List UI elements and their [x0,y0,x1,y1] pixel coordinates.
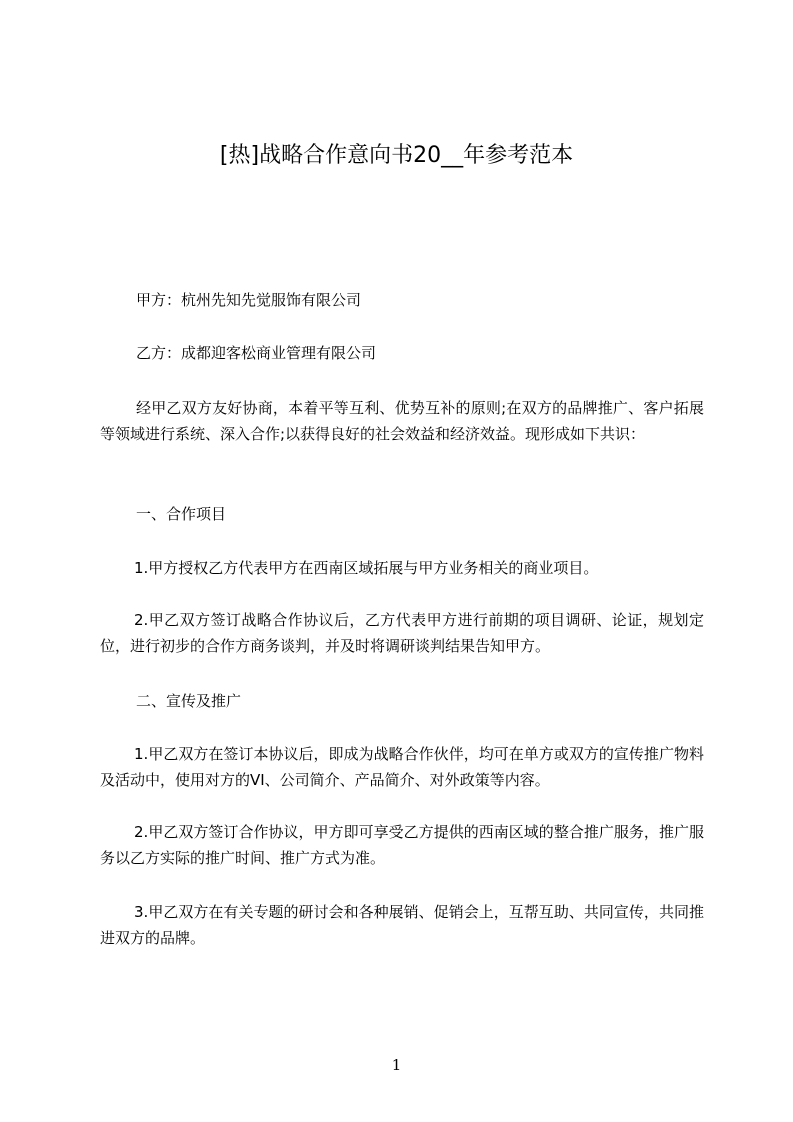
promotion-item-3: 3.甲乙双方在有关专题的研讨会和各种展销、促销会上，互帮互助、共同宣传，共同推进双方的品牌。 [100,903,704,947]
document-title: [热]战略合作意向书20__年参考范本 [219,143,574,168]
promotion-item-1: 1.甲乙双方在签订本协议后，即成为战略合作伙伴，均可在单方或双方的宣传推广物料及活动中，使用对方的VI、公司简介、产品简介、对外政策等内容。 [100,745,704,789]
page-number: 1 [391,1056,402,1074]
party-b-line: 乙方：成都迎客松商业管理有限公司 [136,344,377,362]
section-heading-cooperation: 一、合作项目 [136,505,227,523]
cooperation-item-1: 1.甲方授权乙方代表甲方在西南区域拓展与甲方业务相关的商业项目。 [134,559,599,577]
cooperation-item-2: 2.甲乙双方签订战略合作协议后，乙方代表甲方进行前期的项目调研、论证，规划定位，进行初步的合作方商务谈判，并及时将调研谈判结果告知甲方。 [100,611,704,655]
intro-paragraph: 经甲乙双方友好协商，本着平等互利、优势互补的原则;在双方的品牌推广、客户拓展等领域进行系统、深入合作;以获得良好的社会效益和经济效益。现形成如下共识： [100,399,704,443]
promotion-item-2: 2.甲乙双方签订合作协议，甲方即可享受乙方提供的西南区域的整合推广服务，推广服务以乙方实际的推广时间、推广方式为准。 [100,823,704,867]
section-heading-promotion: 二、宣传及推广 [136,692,242,710]
party-a-line: 甲方：杭州先知先觉服饰有限公司 [136,291,362,309]
